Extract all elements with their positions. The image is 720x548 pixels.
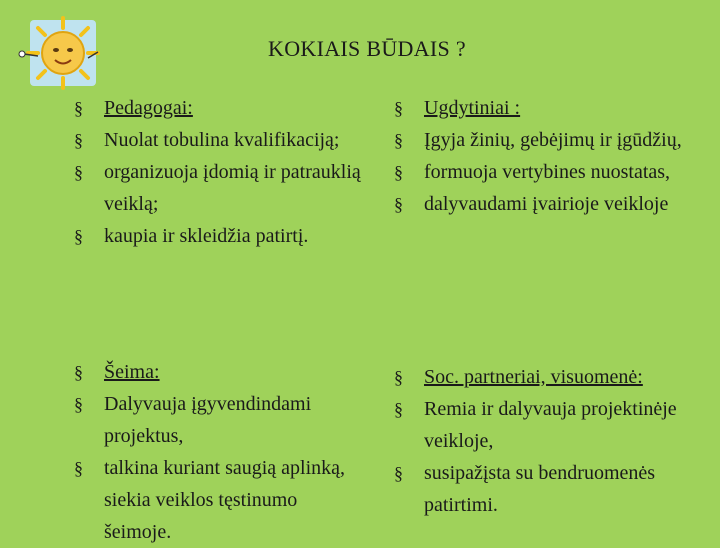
list-item: § Remia ir dalyvauja projektinėje veikloje, — [394, 393, 714, 457]
list-item: § organizuoja įdomią ir patrauklią veiklą; — [74, 156, 364, 220]
page-title: KOKIAIS BŪDAIS ? — [268, 36, 466, 61]
list-item: § formuoja vertybines nuostatas, — [394, 156, 714, 188]
list-item: § kaupia ir skleidžia patirtį. — [74, 220, 364, 252]
quadrant-teachers — [74, 92, 364, 252]
list-heading: § Ugdytiniai : — [394, 92, 714, 124]
quadrant-students — [394, 92, 714, 220]
list-item: § susipažįsta su bendruomenės patirtimi. — [394, 457, 714, 521]
list-heading: § Pedagogai: — [74, 92, 364, 124]
quadrant-partners — [394, 361, 714, 521]
list-item: § Įgyja žinių, gebėjimų ir įgūdžių, — [394, 124, 714, 156]
quadrant-family — [74, 356, 364, 548]
list-item: § Nuolat tobulina kvalifikaciją; — [74, 124, 364, 156]
list-item: § dalyvaudami įvairioje veikloje — [394, 188, 714, 220]
list-heading: § Šeima: — [74, 356, 364, 388]
list-heading: § Soc. partneriai, visuomenė: — [394, 361, 714, 393]
list-item: § talkina kuriant saugią aplinką, siekia veiklos tęstinumo šeimoje. — [74, 452, 364, 548]
list-item: § Dalyvauja įgyvendindami projektus, — [74, 388, 364, 452]
